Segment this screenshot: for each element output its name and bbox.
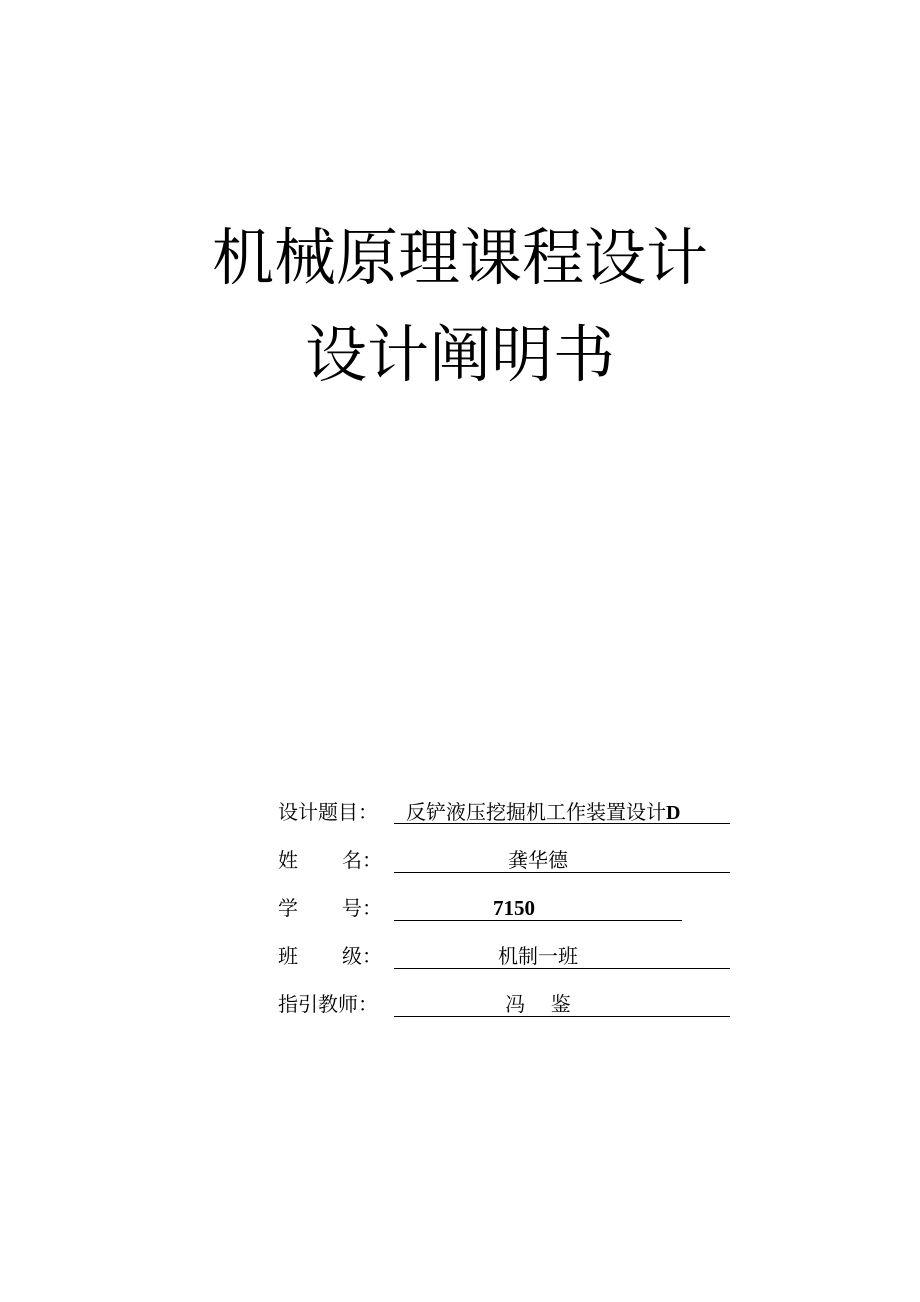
name-label	[278, 844, 382, 876]
teacher-value	[394, 988, 730, 1017]
student-id-label-a: 学	[278, 896, 298, 920]
teacher-row	[278, 988, 738, 1036]
student-id-label-b: 号：	[342, 896, 382, 920]
topic-value	[394, 796, 730, 824]
topic-suffix: D	[666, 802, 681, 824]
cover-info-block	[278, 796, 738, 1036]
topic-label: 设计题目：	[278, 800, 378, 824]
class-text: 机制一班	[498, 944, 578, 968]
teacher-label: 指引教师：	[278, 992, 378, 1016]
teacher-text: 冯 鉴	[505, 992, 571, 1016]
student-id-row	[278, 892, 738, 940]
class-label	[278, 940, 382, 972]
class-label-b: 级：	[342, 944, 382, 968]
student-id-text: 7150	[493, 896, 535, 920]
class-label-a: 班	[278, 944, 298, 968]
name-value	[394, 844, 730, 873]
class-row	[278, 940, 738, 988]
document-title: 机械原理课程设计	[211, 221, 708, 294]
student-id-value	[394, 892, 682, 921]
name-row	[278, 844, 738, 892]
name-label-a: 姓	[278, 848, 298, 872]
topic-row	[278, 796, 738, 844]
topic-text: 反铲液压挖掘机工作装置设计	[406, 800, 666, 824]
student-id-label	[278, 892, 382, 924]
class-value	[394, 940, 730, 969]
document-subtitle: 设计阐明书	[304, 318, 615, 391]
name-text: 龚华德	[508, 848, 568, 872]
name-label-b: 名：	[342, 848, 382, 872]
